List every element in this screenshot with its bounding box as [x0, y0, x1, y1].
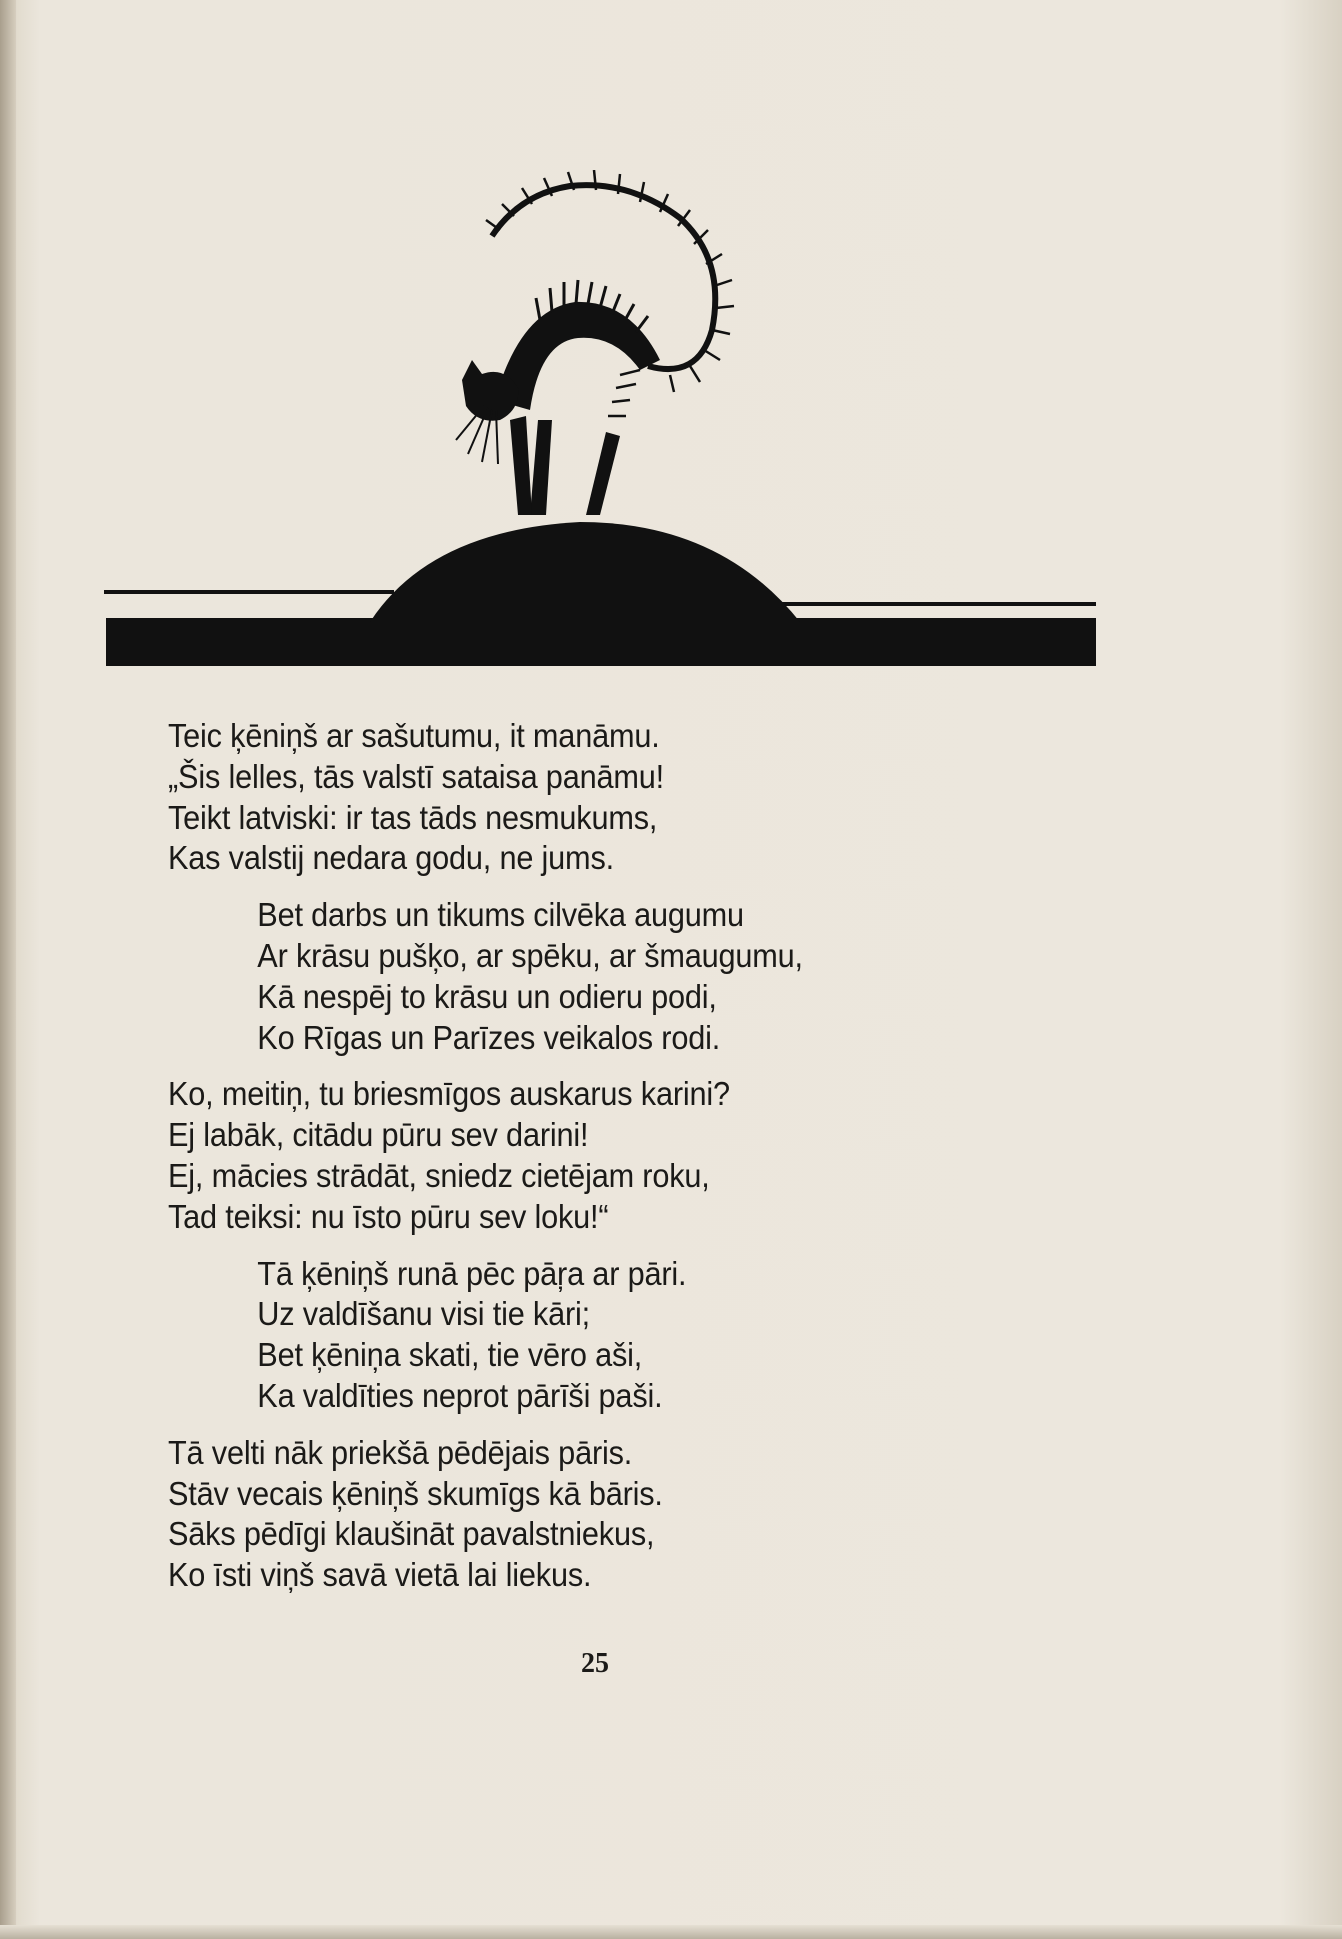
- poem-line: Tā ķēniņš runā pēc pāŗa ar pāri.: [257, 1254, 687, 1292]
- stanza-3: [168, 1074, 1098, 1237]
- poem-line: Ej labāk, citādu pūru sev darini!: [168, 1116, 589, 1154]
- poem-line: Ka valdīties neprot pārīši paši.: [257, 1376, 663, 1414]
- page-number: 25: [581, 1648, 609, 1679]
- poem-line: Bet darbs un tikums cilvēka augumu: [257, 896, 744, 934]
- poem-line: Tā velti nāk priekšā pēdējais pāris.: [168, 1433, 633, 1471]
- stanza-1: [168, 716, 1098, 879]
- poem-line: Ej, mācies strādāt, sniedz cietējam roku,: [168, 1156, 710, 1194]
- poem-line: Teikt latviski: ir tas tāds nesmukums,: [168, 798, 658, 836]
- poem-line: Kas valstij nedara godu, ne jums.: [168, 839, 614, 877]
- poem-line: Ko īsti viņš savā vietā lai liekus.: [168, 1556, 592, 1594]
- poem-line: Stāv vecais ķēniņš skumīgs kā bāris.: [168, 1474, 663, 1512]
- poem-text: [168, 716, 1098, 1612]
- poem-line: Teic ķēniņš ar sašutumu, it manāmu.: [168, 717, 660, 754]
- stanza-5: [168, 1433, 1098, 1596]
- poem-line: Ko Rīgas un Parīzes veikalos rodi.: [257, 1018, 721, 1056]
- poem-line: „Šis lelles, tās valstī sataisa panāmu!: [168, 757, 664, 795]
- poem-line: Bet ķēniņa skati, tie vēro aši,: [257, 1336, 643, 1374]
- poem-line: Kā nespēj to krāsu un odieru podi,: [257, 977, 717, 1015]
- page-bottom-edge: [0, 1925, 1342, 1939]
- cat-silhouette-illustration: [100, 170, 1100, 670]
- poem-line: Uz valdīšanu visi tie kāri;: [257, 1295, 590, 1333]
- stanza-2: [168, 895, 1098, 1058]
- stanza-4: [168, 1254, 1098, 1417]
- poem-line: Ar krāsu pušķo, ar spēku, ar šmaugumu,: [257, 936, 803, 974]
- poem-line: Ko, meitiņ, tu briesmīgos auskarus karini?: [168, 1075, 730, 1113]
- poem-line: Sāks pēdīgi klaušināt pavalstniekus,: [168, 1515, 655, 1553]
- poem-line: Tad teiksi: nu īsto pūru sev loku!“: [168, 1197, 609, 1235]
